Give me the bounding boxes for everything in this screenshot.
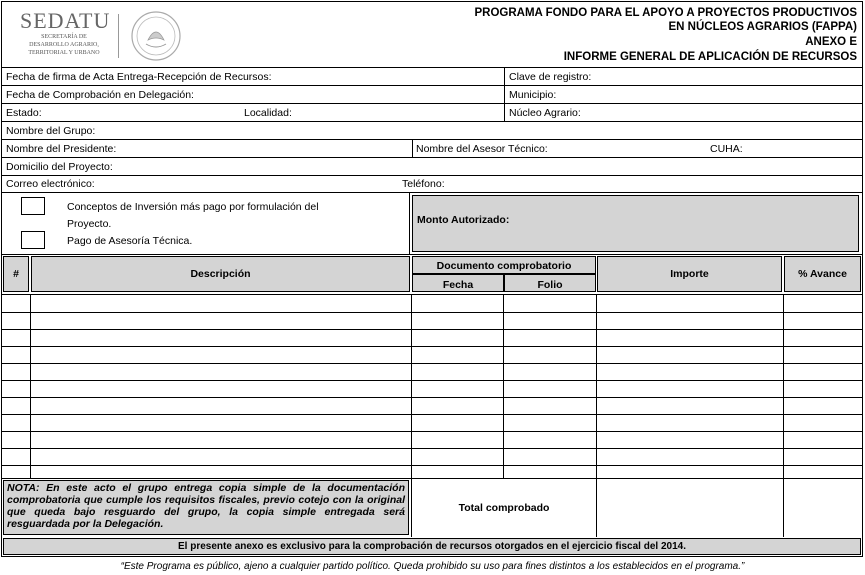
table-row bbox=[1, 312, 863, 313]
divider bbox=[1, 175, 863, 176]
conceptos-inversion-checkbox[interactable] bbox=[21, 197, 45, 215]
th-importe: Importe bbox=[670, 268, 709, 280]
logo-brand: SEDATU bbox=[20, 8, 111, 33]
table-row bbox=[1, 414, 863, 415]
th-folio: Folio bbox=[537, 279, 563, 291]
column-divider bbox=[30, 294, 31, 478]
nombre-grupo-label: Nombre del Grupo: bbox=[6, 125, 96, 137]
table-row bbox=[1, 329, 863, 330]
divider bbox=[1, 157, 863, 158]
logo-divider bbox=[118, 14, 119, 58]
logo-line1: SECRETARÍA DE bbox=[41, 34, 87, 40]
municipio-label: Municipio: bbox=[509, 89, 557, 101]
asesoria-tecnica-label: Pago de Asesoría Técnica. bbox=[67, 235, 193, 247]
monto-autorizado-label: Monto Autorizado: bbox=[417, 214, 510, 226]
telefono-label: Teléfono: bbox=[402, 178, 445, 190]
table-row bbox=[1, 465, 863, 466]
leyenda-text: “Este Programa es público, ajeno a cualquier partido político. Queda prohibido su uso para fines distintos a los establecidos en el programa.” bbox=[120, 561, 745, 572]
asesoria-tecnica-checkbox[interactable] bbox=[21, 231, 45, 249]
conceptos-inversion-label-cont: Proyecto. bbox=[67, 218, 112, 230]
column-divider bbox=[596, 294, 597, 478]
fecha-comprobacion-label: Fecha de Comprobación en Delegación: bbox=[6, 89, 194, 101]
conceptos-inversion-label: Conceptos de Inversión más pago por formulación del bbox=[67, 201, 319, 213]
header-fappa: EN NÚCLEOS AGRARIOS (FAPPA) bbox=[668, 21, 857, 33]
nota-text: NOTA: En este acto el grupo entrega copia simple de la documentación comprobatoria que cumple los requisitos fiscales, previo cotejo con la original que queda bajo resguardo del grupo, la copia simple entregada será resguardada por la Delegación. bbox=[7, 482, 405, 530]
clave-registro-label: Clave de registro: bbox=[509, 71, 592, 83]
divider bbox=[1, 67, 863, 68]
th-avance: % Avance bbox=[798, 268, 847, 280]
divider bbox=[596, 478, 597, 537]
logo-line2: DESARROLLO AGRARIO, bbox=[29, 42, 99, 48]
table-row bbox=[1, 478, 863, 479]
th-num: # bbox=[13, 268, 19, 280]
total-comprobado-label: Total comprobado bbox=[458, 502, 550, 514]
table-row bbox=[1, 448, 863, 449]
table-row bbox=[1, 346, 863, 347]
divider bbox=[1, 192, 863, 193]
divider bbox=[1, 103, 863, 104]
divider bbox=[504, 67, 505, 121]
correo-label: Correo electrónico: bbox=[6, 178, 95, 190]
localidad-label: Localidad: bbox=[244, 107, 292, 119]
divider bbox=[1, 254, 863, 255]
nombre-presidente-label: Nombre del Presidente: bbox=[6, 143, 117, 155]
divider bbox=[1, 121, 863, 122]
table-row bbox=[1, 397, 863, 398]
column-divider bbox=[783, 294, 784, 478]
table-row bbox=[1, 294, 863, 295]
divider bbox=[783, 478, 784, 537]
th-fecha: Fecha bbox=[442, 279, 474, 291]
th-documento: Documento comprobatorio bbox=[436, 260, 572, 272]
th-descripcion: Descripción bbox=[190, 268, 251, 280]
table-row bbox=[1, 363, 863, 364]
table-row bbox=[1, 380, 863, 381]
header-anexo: ANEXO E bbox=[805, 36, 857, 48]
cuha-label: CUHA: bbox=[710, 143, 743, 155]
divider bbox=[1, 85, 863, 86]
nombre-asesor-label: Nombre del Asesor Técnico: bbox=[416, 143, 548, 155]
estado-label: Estado: bbox=[6, 107, 42, 119]
exclusivo-text: El presente anexo es exclusivo para la comprobación de recursos otorgados en el ejercicio fiscal del 2014. bbox=[178, 541, 686, 552]
fecha-firma-label: Fecha de firma de Acta Entrega-Recepción de Recursos: bbox=[6, 71, 272, 83]
divider bbox=[412, 139, 413, 157]
logo-line3: TERRITORIAL Y URBANO bbox=[28, 50, 100, 56]
table-row bbox=[1, 431, 863, 432]
column-divider bbox=[411, 294, 412, 478]
divider bbox=[409, 192, 410, 254]
coat-of-arms-icon bbox=[130, 10, 182, 62]
domicilio-label: Domicilio del Proyecto: bbox=[6, 161, 113, 173]
nucleo-agrario-label: Núcleo Agrario: bbox=[509, 107, 581, 119]
header-program: PROGRAMA FONDO PARA EL APOYO A PROYECTOS PRODUCTIVOS bbox=[474, 7, 857, 19]
divider bbox=[1, 139, 863, 140]
column-divider bbox=[503, 294, 504, 478]
header-informe: INFORME GENERAL DE APLICACIÓN DE RECURSOS bbox=[563, 51, 857, 63]
